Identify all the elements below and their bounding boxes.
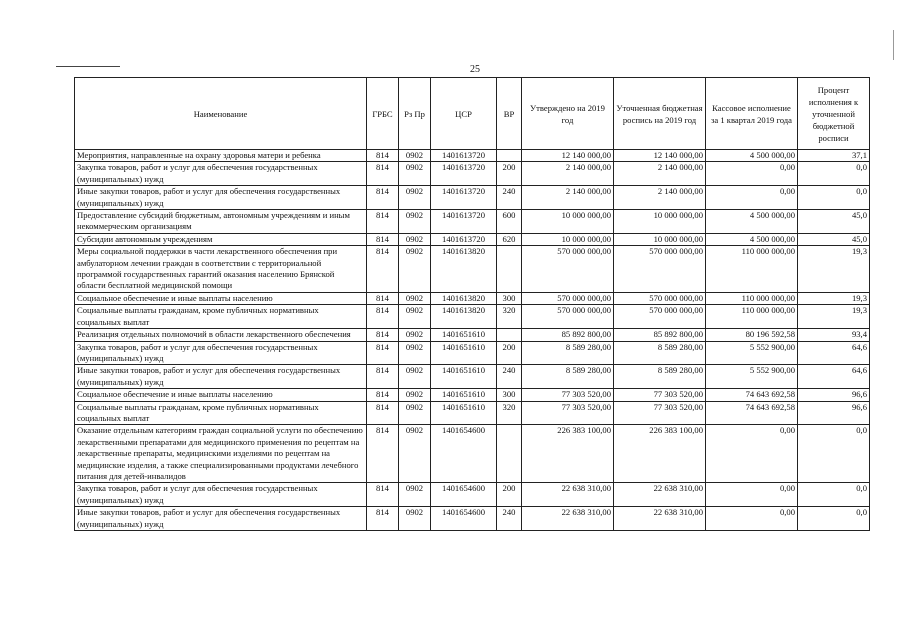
cell-csr: 1401651610 (431, 341, 497, 365)
cell-cash: 4 500 000,00 (706, 150, 798, 162)
table-row (75, 150, 870, 162)
cell-approved: 10 000 000,00 (522, 233, 614, 245)
cell-rzpr: 0902 (399, 246, 431, 293)
cell-refined: 8 589 280,00 (614, 365, 706, 389)
cell-percent: 0,0 (798, 483, 870, 507)
cell-csr: 1401654600 (431, 507, 497, 531)
cell-rzpr: 0902 (399, 507, 431, 531)
cell-cash: 110 000 000,00 (706, 292, 798, 304)
col-header-grbs: ГРБС (367, 78, 399, 150)
cell-name: Субсидии автономным учреждениям (75, 233, 367, 245)
cell-name: Иные закупки товаров, работ и услуг для обеспечения государственных (муниципальных) нужд (75, 507, 367, 531)
cell-percent: 37,1 (798, 150, 870, 162)
cell-vr: 240 (497, 507, 522, 531)
cell-grbs: 814 (367, 305, 399, 329)
cell-rzpr: 0902 (399, 483, 431, 507)
cell-refined: 77 303 520,00 (614, 401, 706, 425)
cell-name: Закупка товаров, работ и услуг для обеспечения государственных (муниципальных) нужд (75, 483, 367, 507)
cell-name: Социальные выплаты гражданам, кроме публичных нормативных социальных выплат (75, 401, 367, 425)
cell-grbs: 814 (367, 507, 399, 531)
cell-approved: 12 140 000,00 (522, 150, 614, 162)
cell-grbs: 814 (367, 341, 399, 365)
cell-approved: 8 589 280,00 (522, 341, 614, 365)
table-row (75, 425, 870, 483)
cell-csr: 1401651610 (431, 389, 497, 401)
cell-csr: 1401613720 (431, 210, 497, 234)
cell-refined: 570 000 000,00 (614, 246, 706, 293)
cell-approved: 22 638 310,00 (522, 507, 614, 531)
col-header-name: Наименование (75, 78, 367, 150)
cell-percent: 0,0 (798, 162, 870, 186)
cell-vr: 240 (497, 365, 522, 389)
cell-cash: 110 000 000,00 (706, 246, 798, 293)
cell-refined: 22 638 310,00 (614, 507, 706, 531)
cell-cash: 110 000 000,00 (706, 305, 798, 329)
col-header-percent: Процент исполнения к уточненной бюджетной росписи (798, 78, 870, 150)
cell-grbs: 814 (367, 425, 399, 483)
cell-percent: 19,3 (798, 246, 870, 293)
cell-name: Реализация отдельных полномочий в области лекарственного обеспечения (75, 329, 367, 341)
page-number: 25 (470, 64, 480, 75)
col-header-rzpr: Рз Пр (399, 78, 431, 150)
cell-vr (497, 425, 522, 483)
cell-grbs: 814 (367, 401, 399, 425)
cell-grbs: 814 (367, 186, 399, 210)
cell-name: Социальные выплаты гражданам, кроме публичных нормативных социальных выплат (75, 305, 367, 329)
table-row (75, 210, 870, 234)
table-row (75, 162, 870, 186)
cell-vr: 300 (497, 292, 522, 304)
cell-name: Меры социальной поддержки в части лекарственного обеспечения при амбулаторном лечении граждан в соответствии с территориальной программой государственных гарантий оказания населению Брянской области бесплатной медицинской помощи (75, 246, 367, 293)
cell-percent: 45,0 (798, 233, 870, 245)
cell-grbs: 814 (367, 329, 399, 341)
cell-grbs: 814 (367, 292, 399, 304)
cell-percent: 45,0 (798, 210, 870, 234)
cell-name: Иные закупки товаров, работ и услуг для обеспечения государственных (муниципальных) нужд (75, 186, 367, 210)
cell-rzpr: 0902 (399, 389, 431, 401)
cell-csr: 1401654600 (431, 425, 497, 483)
cell-rzpr: 0902 (399, 305, 431, 329)
cell-vr (497, 329, 522, 341)
cell-refined: 570 000 000,00 (614, 292, 706, 304)
cell-name: Оказание отдельным категориям граждан социальной услуги по обеспечению лекарственными препаратами для медицинского применения по рецептам на лекарственные препараты, медицинскими изделиями по рецептам на медицинские изделия, а также специализированными продуктами лечебного питания для детей-инвалидов (75, 425, 367, 483)
table-row (75, 246, 870, 293)
cell-approved: 22 638 310,00 (522, 483, 614, 507)
cell-vr: 300 (497, 389, 522, 401)
col-header-csr: ЦСР (431, 78, 497, 150)
cell-refined: 2 140 000,00 (614, 186, 706, 210)
table-row (75, 341, 870, 365)
table-row (75, 305, 870, 329)
cell-csr: 1401651610 (431, 329, 497, 341)
cell-approved: 570 000 000,00 (522, 246, 614, 293)
cell-csr: 1401613720 (431, 162, 497, 186)
cell-approved: 8 589 280,00 (522, 365, 614, 389)
col-header-cash: Кассовое исполнение за 1 квартал 2019 года (706, 78, 798, 150)
cell-cash: 4 500 000,00 (706, 210, 798, 234)
cell-name: Социальное обеспечение и иные выплаты населению (75, 292, 367, 304)
cell-percent: 96,6 (798, 401, 870, 425)
cell-csr: 1401613820 (431, 246, 497, 293)
cell-percent: 0,0 (798, 425, 870, 483)
cell-percent: 0,0 (798, 507, 870, 531)
table-row (75, 329, 870, 341)
table-row (75, 233, 870, 245)
cell-percent: 93,4 (798, 329, 870, 341)
cell-approved: 77 303 520,00 (522, 401, 614, 425)
cell-csr: 1401613720 (431, 233, 497, 245)
cell-approved: 77 303 520,00 (522, 389, 614, 401)
cell-csr: 1401613820 (431, 292, 497, 304)
cell-csr: 1401613720 (431, 186, 497, 210)
cell-cash: 5 552 900,00 (706, 365, 798, 389)
col-header-vr: ВР (497, 78, 522, 150)
cell-cash: 74 643 692,58 (706, 389, 798, 401)
cell-approved: 2 140 000,00 (522, 162, 614, 186)
cell-name: Закупка товаров, работ и услуг для обеспечения государственных (муниципальных) нужд (75, 162, 367, 186)
cell-cash: 0,00 (706, 507, 798, 531)
cell-name: Мероприятия, направленные на охрану здоровья матери и ребенка (75, 150, 367, 162)
cell-rzpr: 0902 (399, 292, 431, 304)
table-row (75, 292, 870, 304)
cell-approved: 2 140 000,00 (522, 186, 614, 210)
cell-rzpr: 0902 (399, 186, 431, 210)
cell-refined: 8 589 280,00 (614, 341, 706, 365)
cell-approved: 85 892 800,00 (522, 329, 614, 341)
cell-grbs: 814 (367, 246, 399, 293)
col-header-refined: Уточненная бюджетная роспись на 2019 год (614, 78, 706, 150)
cell-grbs: 814 (367, 210, 399, 234)
table-row (75, 186, 870, 210)
cell-percent: 0,0 (798, 186, 870, 210)
cell-refined: 85 892 800,00 (614, 329, 706, 341)
table-row (75, 365, 870, 389)
cell-refined: 10 000 000,00 (614, 233, 706, 245)
cell-grbs: 814 (367, 365, 399, 389)
table-row (75, 507, 870, 531)
cell-csr: 1401651610 (431, 365, 497, 389)
cell-vr: 200 (497, 162, 522, 186)
cell-vr: 320 (497, 401, 522, 425)
cell-vr: 600 (497, 210, 522, 234)
cell-rzpr: 0902 (399, 365, 431, 389)
cell-refined: 2 140 000,00 (614, 162, 706, 186)
cell-refined: 22 638 310,00 (614, 483, 706, 507)
edge-mark (893, 30, 894, 60)
cell-rzpr: 0902 (399, 162, 431, 186)
cell-cash: 80 196 592,58 (706, 329, 798, 341)
table-row (75, 389, 870, 401)
cell-name: Социальное обеспечение и иные выплаты населению (75, 389, 367, 401)
cell-vr: 620 (497, 233, 522, 245)
cell-rzpr: 0902 (399, 210, 431, 234)
cell-grbs: 814 (367, 162, 399, 186)
cell-refined: 12 140 000,00 (614, 150, 706, 162)
cell-cash: 74 643 692,58 (706, 401, 798, 425)
cell-cash: 4 500 000,00 (706, 233, 798, 245)
cell-rzpr: 0902 (399, 233, 431, 245)
cell-grbs: 814 (367, 233, 399, 245)
budget-table (74, 77, 870, 531)
cell-cash: 5 552 900,00 (706, 341, 798, 365)
cell-rzpr: 0902 (399, 425, 431, 483)
cell-refined: 570 000 000,00 (614, 305, 706, 329)
cell-percent: 19,3 (798, 292, 870, 304)
cell-grbs: 814 (367, 150, 399, 162)
cell-cash: 0,00 (706, 162, 798, 186)
cell-csr: 1401654600 (431, 483, 497, 507)
cell-cash: 0,00 (706, 483, 798, 507)
cell-grbs: 814 (367, 483, 399, 507)
cell-percent: 96,6 (798, 389, 870, 401)
cell-vr: 200 (497, 341, 522, 365)
cell-refined: 77 303 520,00 (614, 389, 706, 401)
cell-rzpr: 0902 (399, 401, 431, 425)
cell-percent: 19,3 (798, 305, 870, 329)
cell-rzpr: 0902 (399, 150, 431, 162)
cell-rzpr: 0902 (399, 341, 431, 365)
cell-vr (497, 150, 522, 162)
cell-name: Иные закупки товаров, работ и услуг для обеспечения государственных (муниципальных) нужд (75, 365, 367, 389)
cell-name: Предоставление субсидий бюджетным, автономным учреждениям и иным некоммерческим организациям (75, 210, 367, 234)
cell-csr: 1401613820 (431, 305, 497, 329)
cell-percent: 64,6 (798, 341, 870, 365)
cell-name: Закупка товаров, работ и услуг для обеспечения государственных (муниципальных) нужд (75, 341, 367, 365)
cell-refined: 10 000 000,00 (614, 210, 706, 234)
cell-csr: 1401651610 (431, 401, 497, 425)
cell-vr: 200 (497, 483, 522, 507)
table-row (75, 401, 870, 425)
cell-rzpr: 0902 (399, 329, 431, 341)
cell-approved: 10 000 000,00 (522, 210, 614, 234)
cell-refined: 226 383 100,00 (614, 425, 706, 483)
cell-vr: 320 (497, 305, 522, 329)
header-rule (56, 66, 120, 67)
cell-csr: 1401613720 (431, 150, 497, 162)
cell-approved: 226 383 100,00 (522, 425, 614, 483)
table-header-row (75, 78, 870, 150)
col-header-approved: Утверждено на 2019 год (522, 78, 614, 150)
cell-percent: 64,6 (798, 365, 870, 389)
cell-approved: 570 000 000,00 (522, 305, 614, 329)
cell-vr (497, 246, 522, 293)
cell-grbs: 814 (367, 389, 399, 401)
cell-cash: 0,00 (706, 425, 798, 483)
cell-cash: 0,00 (706, 186, 798, 210)
cell-approved: 570 000 000,00 (522, 292, 614, 304)
table-row (75, 483, 870, 507)
cell-vr: 240 (497, 186, 522, 210)
table-body (75, 150, 870, 531)
